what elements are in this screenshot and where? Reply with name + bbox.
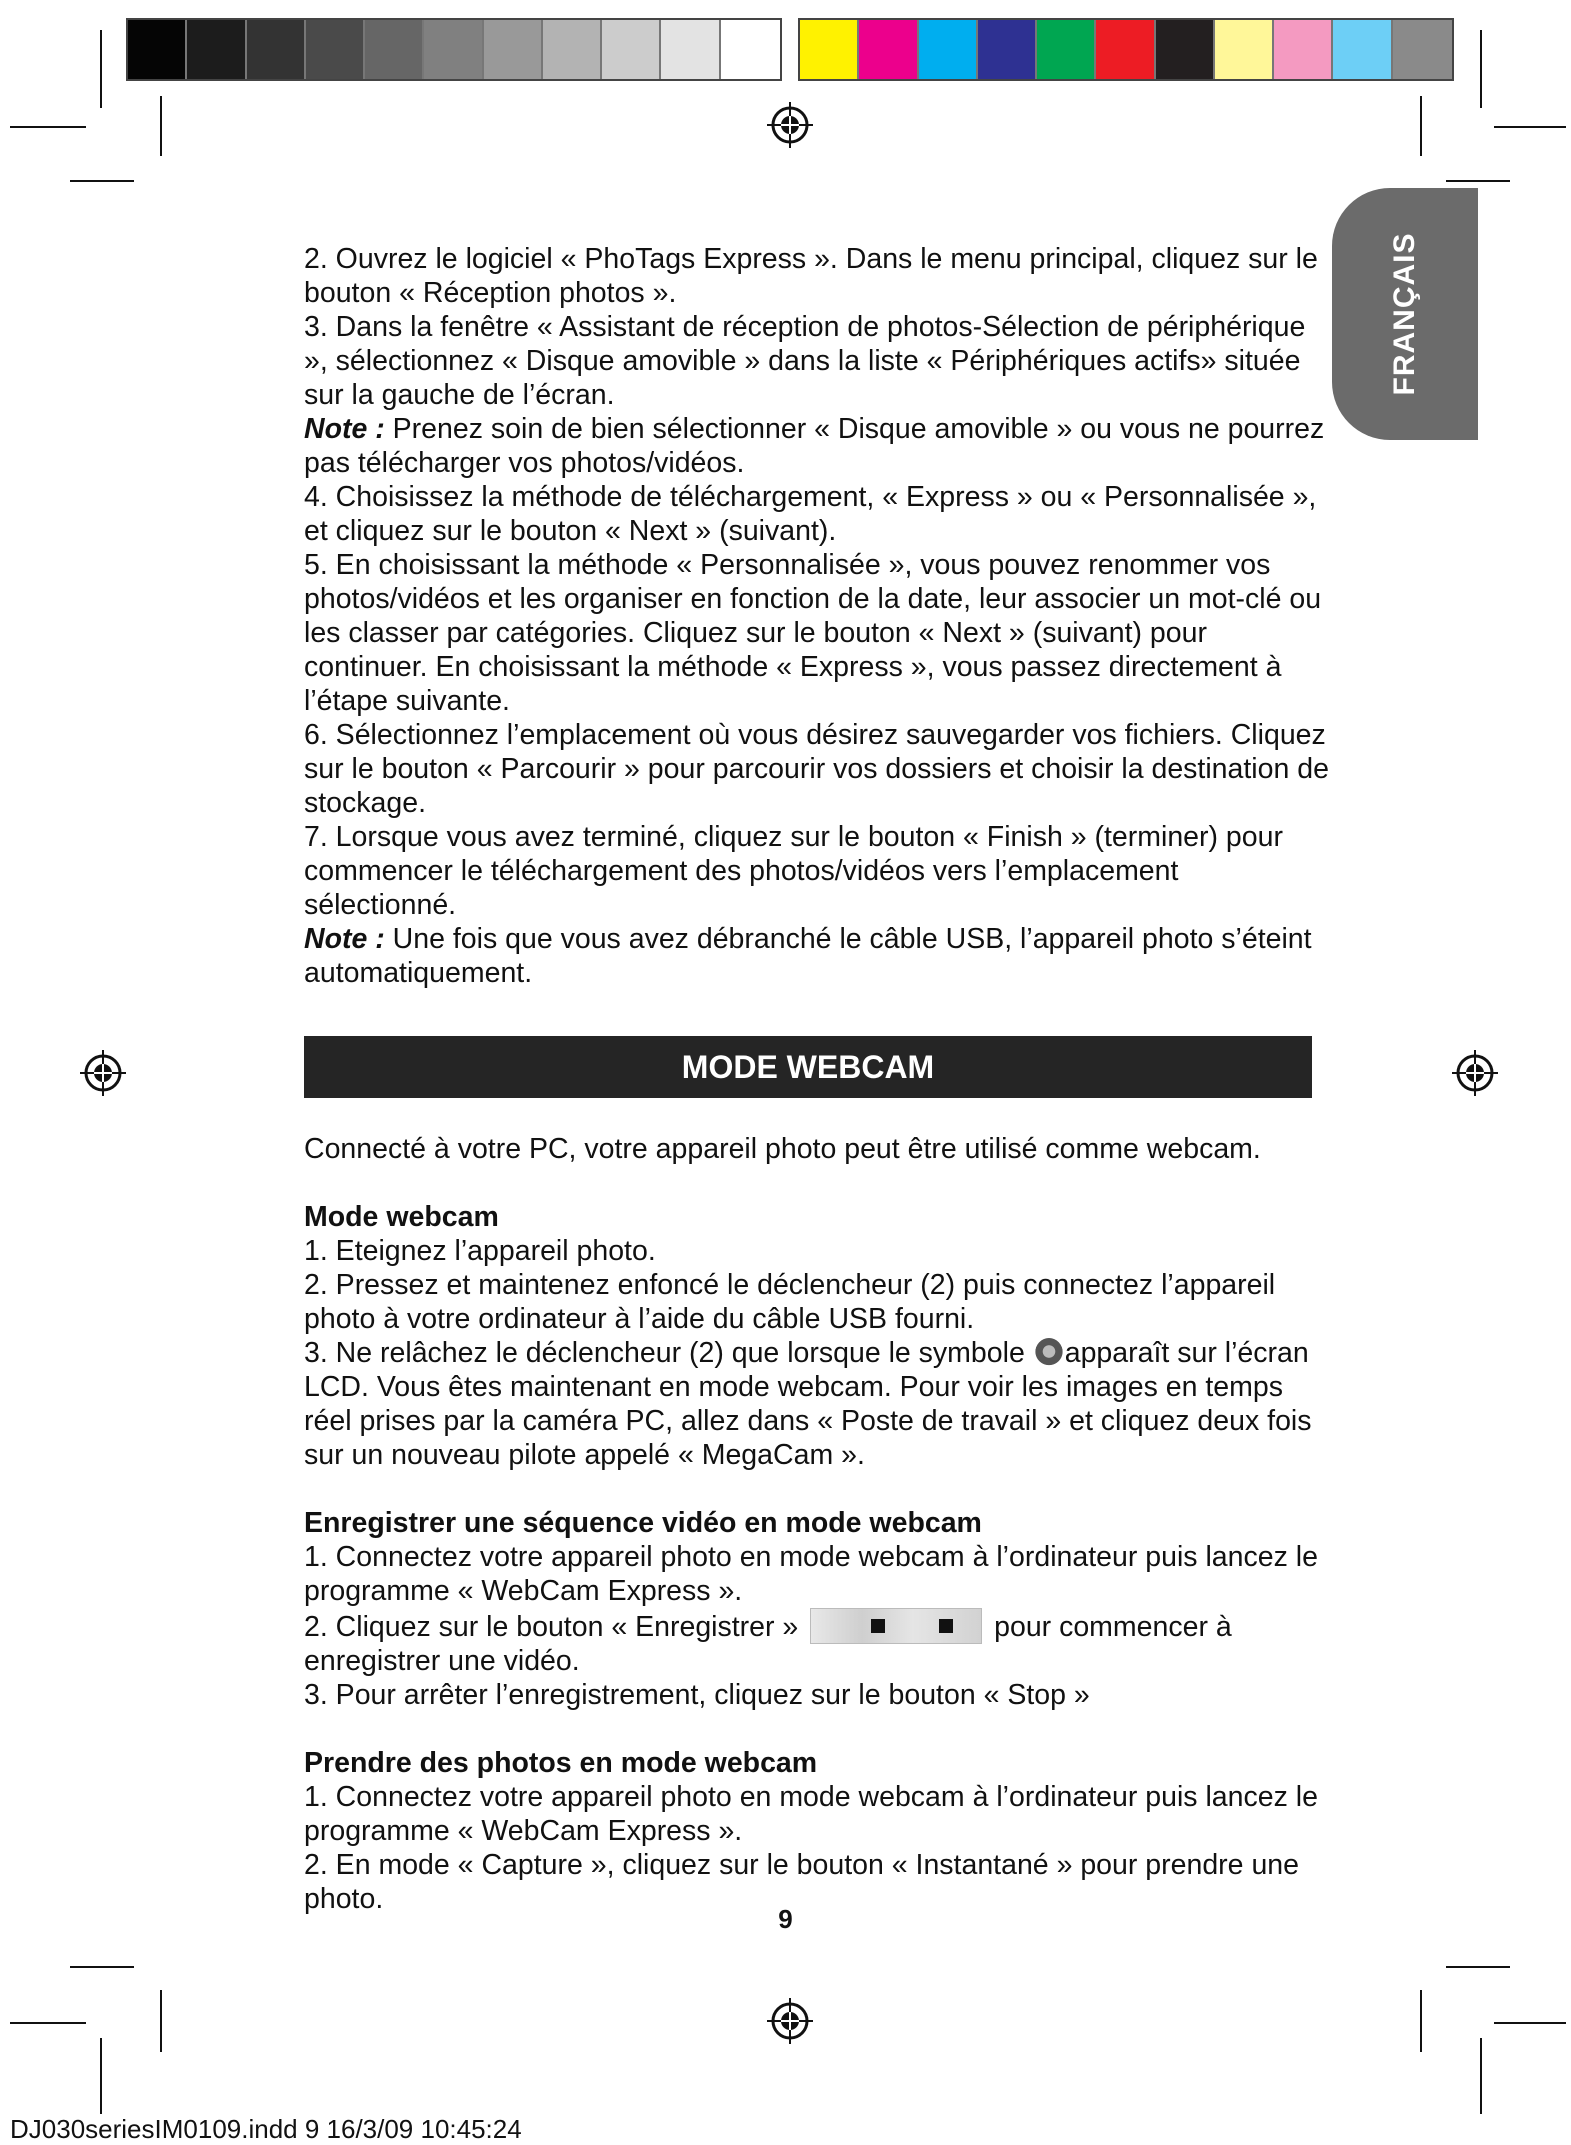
color-swatch (721, 20, 780, 79)
step-paragraph (304, 1336, 1329, 1472)
step-text: 2. Cliquez sur le bouton « Enregistrer » (304, 1611, 799, 1643)
step-text: 3. Ne relâchez le déclencheur (2) que lorsque le symbole (304, 1337, 1025, 1369)
color-swatch (484, 20, 543, 79)
color-swatch (1215, 20, 1274, 79)
step-paragraph: 1. Eteignez l’appareil photo. (304, 1235, 656, 1267)
step-text: pour commencer à enregistrer une vidéo. (304, 1611, 1232, 1677)
color-swatch (1393, 20, 1452, 79)
color-swatch (247, 20, 306, 79)
main-content (304, 242, 1329, 1916)
color-swatch (1274, 20, 1333, 79)
step-paragraph: 2. Ouvrez le logiciel « PhoTags Express ». Dans le menu principal, cliquez sur le bouton « Réception photos ». (304, 243, 1318, 309)
note-paragraph (304, 412, 1329, 480)
page-number: 9 (778, 1904, 793, 1934)
color-swatch (1333, 20, 1392, 79)
color-swatch (306, 20, 365, 79)
step-paragraph (304, 1608, 1329, 1678)
color-swatch (602, 20, 661, 79)
color-swatch (543, 20, 602, 79)
record-button-icon (810, 1608, 982, 1644)
registration-mark-icon (765, 100, 815, 150)
registration-mark-icon (765, 1996, 815, 2046)
step-paragraph: 2. Pressez et maintenez enfoncé le déclencheur (2) puis connectez l’appareil photo à votre ordinateur à l’aide du câble USB fourni. (304, 1269, 1276, 1335)
color-swatch (1037, 20, 1096, 79)
color-calibration-bar (798, 18, 1454, 81)
color-swatch (365, 20, 424, 79)
step-paragraph: 4. Choisissez la méthode de téléchargement, « Express » ou « Personnalisée », et cliquez sur le bouton « Next » (suivant). (304, 481, 1317, 547)
color-swatch (1156, 20, 1215, 79)
registration-mark-icon (1450, 1048, 1500, 1098)
color-swatch (661, 20, 720, 79)
language-tab-label: FRANÇAIS (1388, 232, 1421, 396)
step-text: apparaît sur l’écran LCD. Vous êtes maintenant en mode webcam. Pour voir les images en temps réel prises par la caméra PC, allez dans « Poste de travail » et cliquez deux fois sur un nouveau pilote appelé « MegaCam ». (304, 1337, 1312, 1471)
step-paragraph: 1. Connectez votre appareil photo en mode webcam à l’ordinateur puis lancez le programme « WebCam Express ». (304, 1781, 1318, 1847)
subsection-title: Mode webcam (304, 1201, 499, 1233)
color-swatch (859, 20, 918, 79)
subsection-title: Prendre des photos en mode webcam (304, 1747, 818, 1779)
step-paragraph: 3. Pour arrêter l’enregistrement, cliquez sur le bouton « Stop » (304, 1679, 1090, 1711)
section-banner-title: MODE WEBCAM (681, 1049, 935, 1085)
step-paragraph: 7. Lorsque vous avez terminé, cliquez sur le bouton « Finish » (terminer) pour commencer le téléchargement des photos/vidéos vers l’emplacement sélectionné. (304, 821, 1283, 921)
step-paragraph: 1. Connectez votre appareil photo en mode webcam à l’ordinateur puis lancez le programme « WebCam Express ». (304, 1541, 1318, 1607)
note-text: Une fois que vous avez débranché le câble USB, l’appareil photo s’éteint automatiquement. (304, 923, 1312, 989)
step-paragraph: 3. Dans la fenêtre « Assistant de réception de photos-Sélection de périphérique », sélectionnez « Disque amovible » dans la liste « Périphériques actifs» située sur la gauche de l’écran. (304, 311, 1306, 411)
color-swatch (1096, 20, 1155, 79)
color-swatch (800, 20, 859, 79)
section-banner (304, 1036, 1312, 1098)
color-swatch (187, 20, 246, 79)
print-slug: DJ030seriesIM0109.indd 9 16/3/09 10:45:24 (10, 2114, 522, 2144)
color-swatch (978, 20, 1037, 79)
note-label: Note : (304, 923, 385, 955)
step-paragraph: 6. Sélectionnez l’emplacement où vous désirez sauvegarder vos fichiers. Cliquez sur le bouton « Parcourir » pour parcourir vos dossiers et choisir la destination de stockage. (304, 719, 1329, 819)
note-paragraph (304, 922, 1329, 990)
color-swatch (424, 20, 483, 79)
color-swatch (919, 20, 978, 79)
intro-paragraph: Connecté à votre PC, votre appareil photo peut être utilisé comme webcam. (304, 1133, 1261, 1165)
subsection-title: Enregistrer une séquence vidéo en mode webcam (304, 1507, 982, 1539)
webcam-icon (1035, 1338, 1063, 1368)
note-label: Note : (304, 413, 385, 445)
grayscale-calibration-bar (126, 18, 782, 81)
registration-mark-icon (78, 1048, 128, 1098)
note-text: Prenez soin de bien sélectionner « Disque amovible » ou vous ne pourrez pas télécharger vos photos/vidéos. (304, 413, 1325, 479)
language-tab (1332, 188, 1478, 440)
color-swatch (128, 20, 187, 79)
step-paragraph: 5. En choisissant la méthode « Personnalisée », vous pouvez renommer vos photos/vidéos et les organiser en fonction de la date, leur associer un mot-clé ou les classer par catégories. Cliquez sur le bouton « Next » (suivant) pour continuer. En choisissant la méthode « Express », vous passez directement à l’étape suivante. (304, 549, 1322, 717)
step-paragraph: 2. En mode « Capture », cliquez sur le bouton « Instantané » pour prendre une photo. (304, 1849, 1299, 1915)
